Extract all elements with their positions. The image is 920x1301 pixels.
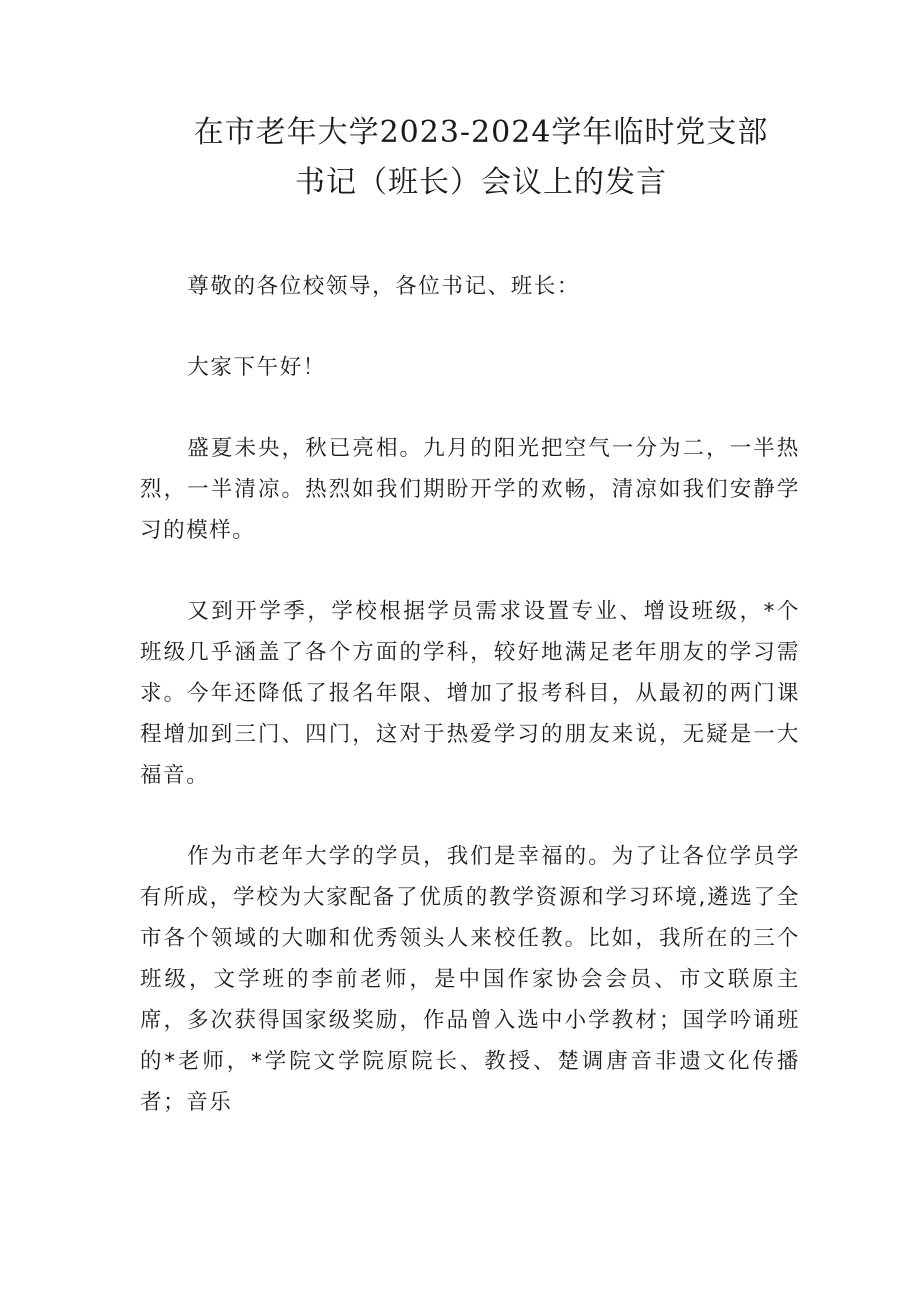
paragraph: 盛夏未央，秋已亮相。九月的阳光把空气一分为二，一半热烈，一半清凉。热烈如我们期盼开学的欢畅，清凉如我们安静学习的模样。: [140, 436, 800, 543]
salutation: 尊敬的各位校领导，各位书记、班长：: [187, 274, 580, 299]
document-title: [140, 108, 800, 208]
title-line-1: 在市老年大学2023-2024学年临时党支部: [193, 115, 769, 150]
paragraph: 又到开学季，学校根据学员需求设置专业、增设班级，*个班级几乎涵盖了各个方面的学科，较好地满足老年朋友的学习需求。今年还降低了报名年限、增加了报考科目，从最初的两门课程增加到三门、四门，这对于热爱学习的朋友来说，无疑是一大福音。: [140, 599, 800, 788]
paragraph: 作为市老年大学的学员，我们是幸福的。为了让各位学员学有所成，学校为大家配备了优质的教学资源和学习环境,遴选了全市各个领域的大咖和优秀领头人来校任教。比如，我所在的三个班级，文学班的李前老师，是中国作家协会会员、市文联原主席，多次获得国家级奖励，作品曾入选中小学教材；国学吟诵班的*老师，*学院文学院原院长、教授、楚调唐音非遗文化传播者；音乐: [140, 844, 800, 1115]
document-body: [140, 266, 800, 1123]
title-line-2: 书记（班长）会议上的发言: [295, 165, 667, 200]
greeting: 大家下午好！: [187, 355, 326, 380]
